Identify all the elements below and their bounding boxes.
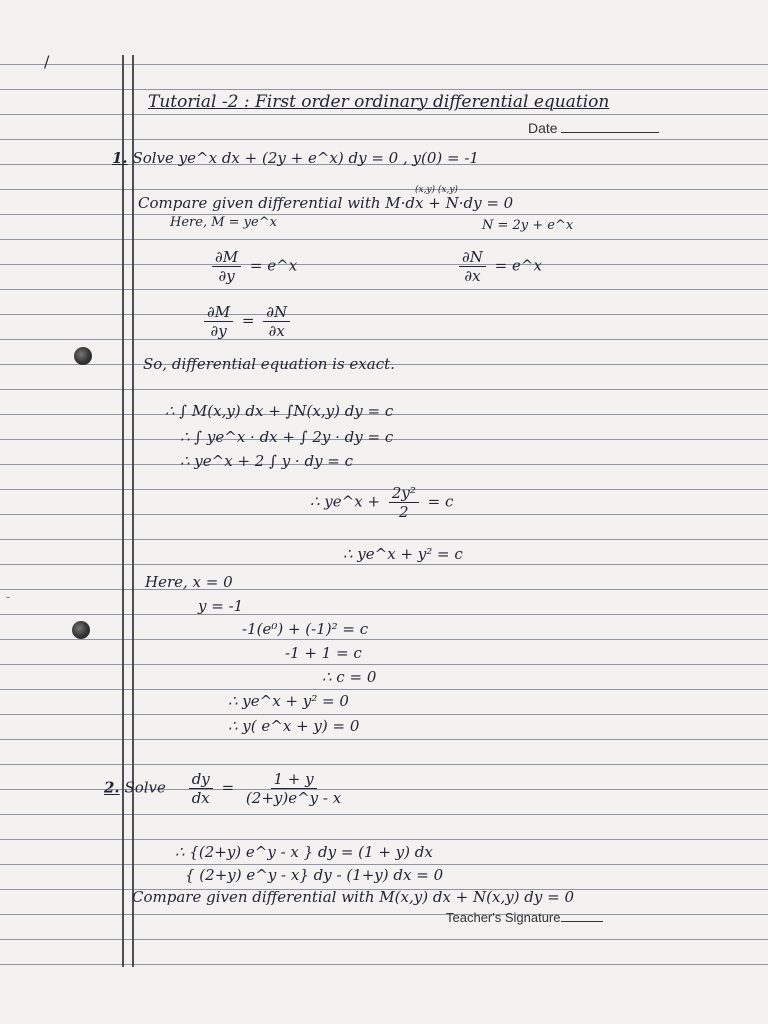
fraction: $\frac{\text{2y²}}{2}$	[389, 484, 419, 521]
pen-mark: /	[44, 52, 50, 71]
solution-step-5: ∴ ye^x + y² = c	[343, 545, 463, 563]
date-label: Date	[528, 120, 558, 136]
initial-y: y = -1	[198, 597, 244, 615]
exact-statement: So, differential equation is exact.	[143, 355, 395, 373]
fraction: $\frac{\partial N}{\partial x}$	[263, 303, 290, 340]
date-field	[528, 120, 659, 136]
fraction: $\frac{\partial N}{\partial x}$	[459, 248, 486, 285]
here-m: Here, M = ye^x	[170, 215, 277, 230]
date-blank	[561, 120, 659, 133]
fraction: $\frac{dy}{dx}$	[189, 770, 213, 807]
question-statement: Solve ye^x dx + (2y + e^x) dy = 0 , y(0) = -1	[132, 149, 479, 167]
question-number: 1.	[112, 149, 128, 167]
margin-rule-inner	[132, 55, 134, 967]
fraction: $\frac{\partial M}{\partial y}$	[212, 248, 241, 285]
solution-step-4: ∴ ye^x + $\frac{\text{2y²}}{2}$ = c	[310, 484, 454, 521]
question-2: 2. Solve $\frac{dy}{dx}$ = $\frac{1 + y}{(2+y)e\^{}y - x}$	[104, 770, 348, 807]
solution-step-2: ∴ ∫ ye^x · dx + ∫ 2y · dy = c	[180, 428, 394, 446]
initial-x: Here, x = 0	[145, 573, 233, 591]
margin-rule-outer	[122, 55, 124, 967]
signature-blank	[561, 909, 603, 922]
teacher-signature-label: Teacher's Signature	[446, 910, 561, 925]
teacher-signature	[446, 909, 603, 925]
question-1	[112, 149, 479, 167]
fraction: $\frac{\partial M}{\partial y}$	[204, 303, 233, 340]
question-number: 2.	[104, 778, 120, 797]
constant-step-1: -1(e⁰) + (-1)² = c	[242, 620, 369, 638]
partial-n: $\frac{\partial N}{\partial x}$ = e^x	[455, 248, 542, 285]
solution-step-1: ∴ ∫ M(x,y) dx + ∫N(x,y) dy = c	[165, 402, 394, 420]
solution-step-3: ∴ ye^x + 2 ∫ y · dy = c	[180, 452, 354, 470]
edge-mark: -	[6, 590, 11, 604]
punch-hole-top	[74, 347, 92, 365]
solve-label: Solve	[124, 778, 166, 797]
here-n: N = 2y + e^x	[482, 218, 574, 233]
page-title: Tutorial -2 : First order ordinary differential equation	[148, 92, 610, 112]
partial-m: $\frac{\partial M}{\partial y}$ = e^x	[208, 248, 297, 285]
q2-step-2: { (2+y) e^y - x} dy - (1+y) dx = 0	[185, 866, 444, 884]
constant-step-3: ∴ c = 0	[322, 668, 377, 686]
partial-equality: $\frac{\partial M}{\partial y}$ = $\frac{\partial N}{\partial x}$	[200, 303, 294, 340]
final-step-1: ∴ ye^x + y² = 0	[228, 692, 349, 710]
mn-variables: (x,y) (x,y)	[415, 185, 458, 195]
final-step-2: ∴ y( e^x + y) = 0	[228, 717, 360, 735]
punch-hole-bottom	[72, 621, 90, 639]
compare-line: Compare given differential with M·dx + N·dy = 0	[138, 194, 514, 212]
fraction: $\frac{1 + y}{(2+y)e\^{}y - x}$	[245, 770, 342, 807]
q2-step-1: ∴ {(2+y) e^y - x } dy = (1 + y) dx	[175, 843, 433, 861]
constant-step-2: -1 + 1 = c	[285, 644, 362, 662]
q2-compare-line: Compare given differential with M(x,y) dx + N(x,y) dy = 0	[132, 888, 575, 906]
